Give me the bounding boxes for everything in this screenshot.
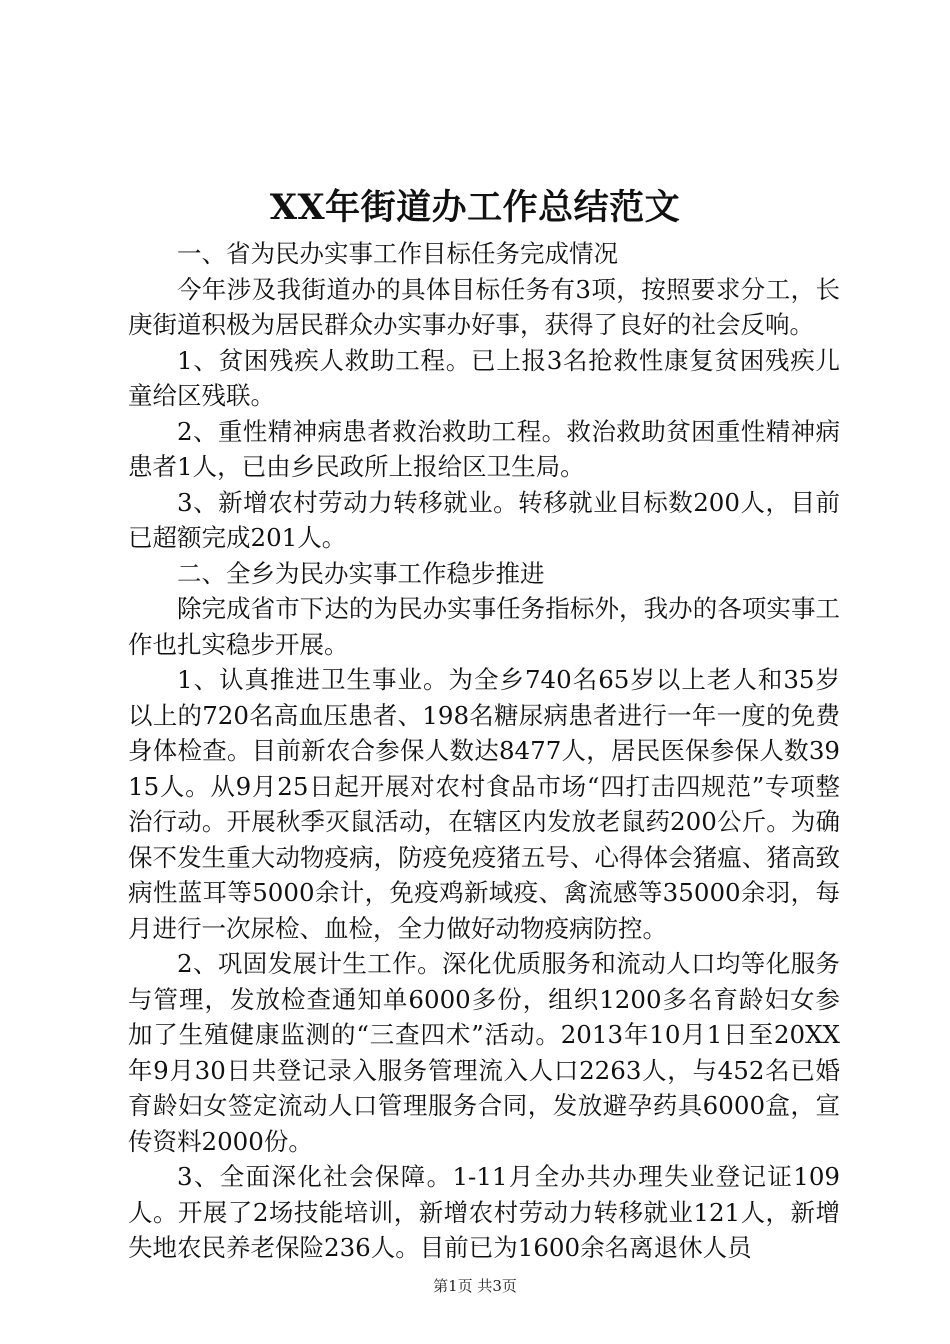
paragraph: 1、认真推进卫生事业。为全乡740名65岁以上老人和35岁以上的720名高血压患者、198名糖尿病患者进行一年一度的免费身体检查。目前新农合参保人数达8477人，居民医保参保人数3915人。从9月25日起开展对农村食品市场“四打击四规范”专项整治行动。开展秋季灭鼠活动，在辖区内发放老鼠药200公斤。为确保不发生重大动物疫病，防疫免疫猪五号、心得体会猪瘟、猪高致病性蓝耳等5000余计，免疫鸡新域疫、禽流感等35000余羽，每月进行一次尿检、血检，全力做好动物疫病防控。	[128, 665, 840, 943]
paragraph: 2、重性精神病患者救治救助工程。救治救助贫困重性精神病患者1人，已由乡民政所上报给区卫生局。	[128, 416, 840, 481]
paragraph: 3、全面深化社会保障。1-11月全办共办理失业登记证109人。开展了2场技能培训，新增农村劳动力转移就业121人，新增失地农民养老保险236人。目前已为1600余名离退休人员	[128, 1162, 840, 1262]
document-body	[128, 236, 840, 1266]
paragraph: 1、贫困残疾人救助工程。已上报3名抢救性康复贫困残疾儿童给区残联。	[128, 345, 840, 410]
paragraph: 今年涉及我街道办的具体目标任务有3项，按照要求分工，长庚街道积极为居民群众办实事办好事，获得了良好的社会反响。	[128, 274, 840, 339]
document-title: XX年街道办工作总结范文	[269, 187, 681, 228]
page-footer: 第1页 共3页	[433, 1277, 517, 1295]
section-heading-2: 二、全乡为民办实事工作稳步推进	[177, 558, 545, 588]
paragraph: 3、新增农村劳动力转移就业。转移就业目标数200人，目前已超额完成201人。	[128, 487, 840, 552]
section-heading-1: 一、省为民办实事工作目标任务完成情况	[177, 239, 618, 268]
paragraph: 2、巩固发展计生工作。深化优质服务和流动人口均等化服务与管理，发放检查通知单6000多份，组织1200多名育龄妇女参加了生殖健康监测的“三查四术”活动。2013年10月1日至20XX年9月30日共登记录入服务管理流入人口2263人，与452名已婚育龄妇女签定流动人口管理服务合同，发放避孕药具6000盒，宣传资料2000份。	[128, 949, 840, 1156]
paragraph: 除完成省市下达的为民办实事任务指标外，我办的各项实事工作也扎实稳步开展。	[128, 594, 840, 659]
